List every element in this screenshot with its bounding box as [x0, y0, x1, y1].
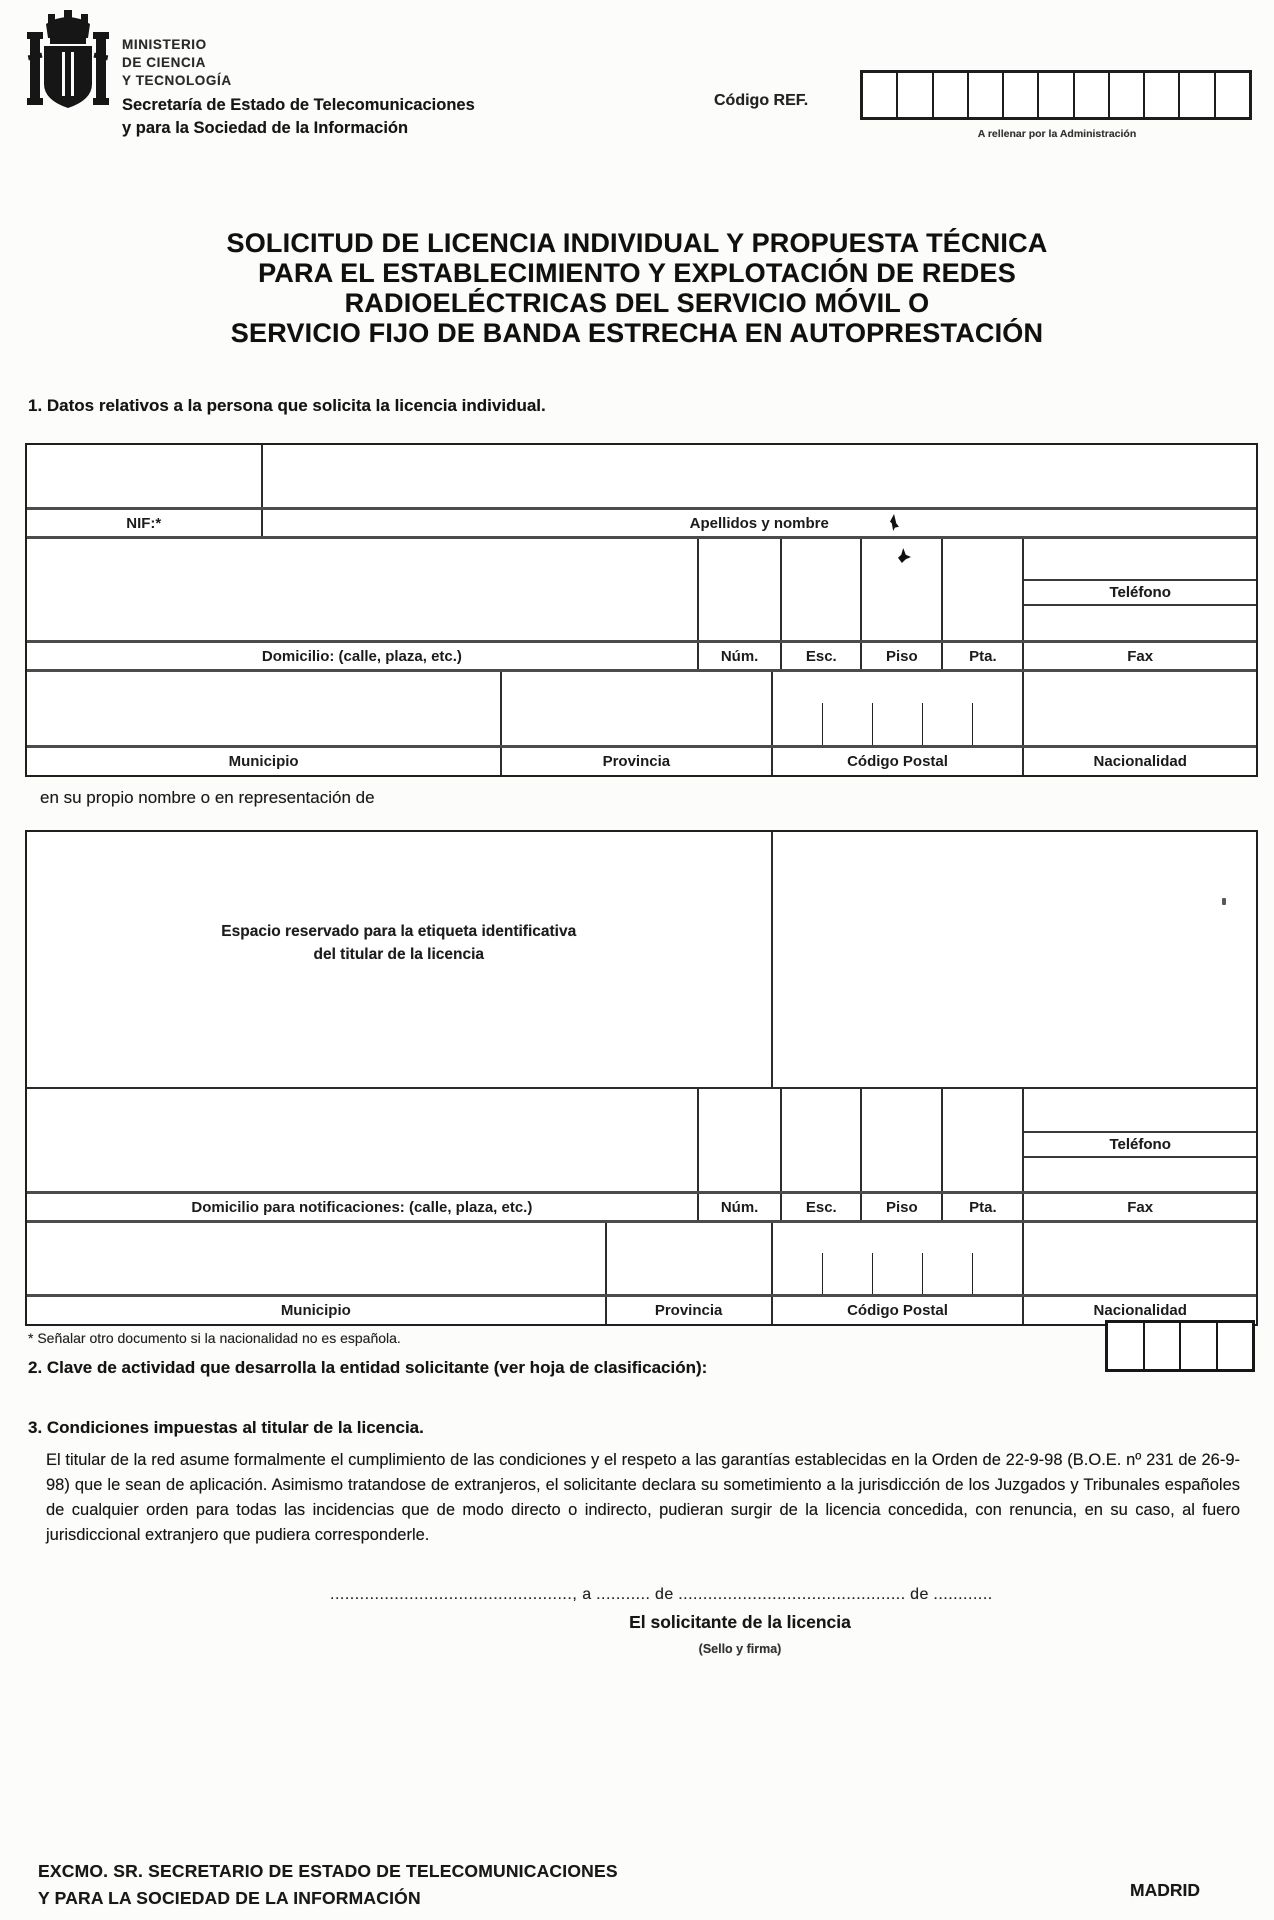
date-month-dots[interactable]: .............................................. — [678, 1586, 906, 1603]
form-title — [60, 228, 1214, 348]
date-de-word-2: de — [910, 1586, 929, 1603]
date-day-dots[interactable]: ........... — [596, 1586, 651, 1603]
nacionalidad-label: Nacionalidad — [1022, 748, 1256, 775]
codigo-ref-cell[interactable] — [863, 73, 898, 117]
notif-domicilio-input[interactable] — [27, 1089, 697, 1191]
applicant-table — [25, 443, 1258, 777]
signer-title: El solicitante de la licencia — [629, 1612, 851, 1632]
notif-esc-input[interactable] — [780, 1089, 860, 1191]
notification-city-row — [27, 1220, 1256, 1294]
etiqueta-area[interactable] — [27, 832, 771, 1087]
form-title-line-3: RADIOELÉCTRICAS DEL SERVICIO MÓVIL O — [344, 288, 930, 318]
provincia-label: Provincia — [500, 748, 770, 775]
applicant-city-row — [27, 669, 1256, 745]
notif-fax-label: Fax — [1022, 1194, 1256, 1220]
codigo-ref-cell[interactable] — [1110, 73, 1145, 117]
fax-input[interactable] — [1024, 606, 1256, 640]
ministry-line-2: DE CIENCIA — [122, 55, 207, 70]
form-title-line-1: SOLICITUD DE LICENCIA INDIVIDUAL Y PROPUESTA TÉCNICA — [226, 228, 1048, 258]
codigo-ref-cell[interactable] — [969, 73, 1004, 117]
nationality-footnote: * Señalar otro documento si la nacionalidad no es española. — [28, 1330, 401, 1346]
esc-label: Esc. — [780, 643, 860, 669]
codigo-ref-cell[interactable] — [1039, 73, 1074, 117]
fax-label: Fax — [1022, 643, 1256, 669]
clave-actividad-cell[interactable] — [1181, 1323, 1218, 1369]
codigo-ref-cell[interactable] — [898, 73, 933, 117]
notif-municipio-input[interactable] — [27, 1223, 605, 1294]
date-place-dots[interactable]: ................................................. — [330, 1586, 573, 1603]
etiqueta-text-line-1: Espacio reservado para la etiqueta identificativa — [221, 923, 577, 940]
section-2-heading: 2. Clave de actividad que desarrolla la entidad solicitante (ver hoja de clasificación): — [28, 1358, 708, 1377]
municipio-label: Municipio — [228, 753, 299, 770]
notification-address-label-row — [27, 1191, 1256, 1220]
apellidos-label: Apellidos y nombre — [261, 510, 1256, 536]
date-year-dots[interactable]: ............ — [933, 1586, 993, 1603]
date-de-word-1: de — [654, 1586, 674, 1603]
seal-and-signature-note: (Sello y firma) — [698, 1642, 782, 1656]
notif-telefono-label: Teléfono — [1024, 1131, 1256, 1158]
notif-pta-input[interactable] — [941, 1089, 1022, 1191]
codigo-postal-digit-ticks — [773, 703, 1023, 745]
codigo-postal-input[interactable] — [771, 672, 1023, 745]
codigo-ref-cell[interactable] — [1216, 73, 1249, 117]
applicant-city-label-row — [27, 745, 1256, 775]
domicilio-input[interactable] — [27, 539, 697, 640]
secretariat-line-2: y para la Sociedad de la Información — [122, 119, 409, 137]
form-title-line-4: SERVICIO FIJO DE BANDA ESTRECHA EN AUTOPRESTACIÓN — [230, 318, 1044, 348]
applicant-address-label-row — [27, 640, 1256, 669]
notif-provincia-label: Provincia — [605, 1297, 771, 1324]
addressee-line-2: Y PARA LA SOCIEDAD DE LA INFORMACIÓN — [38, 1888, 421, 1908]
clave-actividad-cell[interactable] — [1218, 1323, 1253, 1369]
codigo-ref-caption: A rellenar por la Administración — [977, 128, 1137, 140]
notif-domicilio-label: Domicilio para notificaciones: (calle, plaza, etc.) — [191, 1198, 533, 1216]
codigo-ref-grid — [860, 70, 1252, 120]
notif-num-input[interactable] — [697, 1089, 781, 1191]
etiqueta-text — [27, 920, 771, 966]
secretariat-line-1: Secretaría de Estado de Telecomunicaciones — [122, 96, 475, 114]
notif-num-label: Núm. — [697, 1194, 781, 1220]
etiqueta-side-cell[interactable] — [771, 832, 1256, 1087]
applicant-name-row — [27, 445, 1256, 507]
clave-actividad-grid — [1105, 1320, 1255, 1372]
telefono-label: Teléfono — [1024, 579, 1256, 606]
provincia-input[interactable] — [500, 672, 770, 745]
num-input[interactable] — [697, 539, 781, 640]
section-1-heading: 1. Datos relativos a la persona que solicita la licencia individual. — [28, 396, 546, 415]
piso-label: Piso — [860, 643, 941, 669]
codigo-ref-label: Código REF. — [714, 92, 809, 109]
notif-esc-label: Esc. — [780, 1194, 860, 1220]
num-label: Núm. — [697, 643, 781, 669]
ministry-line-1: MINISTERIO — [122, 37, 207, 52]
apellidos-nombre-input[interactable] — [261, 445, 1256, 507]
pta-label: Pta. — [941, 643, 1022, 669]
notif-telefono-fax-cell — [1022, 1089, 1256, 1191]
esc-input[interactable] — [780, 539, 860, 640]
telefono-fax-cell — [1022, 539, 1256, 640]
etiqueta-row — [27, 832, 1256, 1087]
clave-actividad-cell[interactable] — [1108, 1323, 1145, 1369]
codigo-ref-cell[interactable] — [1075, 73, 1110, 117]
notification-address-row — [27, 1087, 1256, 1191]
notif-piso-input[interactable] — [860, 1089, 941, 1191]
ministry-name — [122, 36, 232, 90]
section-3-heading: 3. Condiciones impuestas al titular de la licencia. — [28, 1418, 424, 1437]
nif-label: NIF:* — [126, 514, 162, 532]
addressee-block — [38, 1858, 618, 1912]
spain-coat-of-arms-icon — [26, 8, 110, 116]
conditions-paragraph: El titular de la red asume formalmente el cumplimiento de las condiciones y el respeto a las garantías establecidas en la Orden de 22-9-98 (B.O.E. nº 231 de 26-9-98) que le sean de aplicación. Asimismo tratandose de extranjeros, el solicitante declara su sometimiento a la jurisdicción de los Juzgados y Tribunales españoles de cualquier orden para todas las incidencias que de modo directo o indirecto, pudieran surgir de la licencia concedida, con renuncia, en su caso, al fuero jurisdiccional extranjero que pudiera corresponderle. — [46, 1451, 1240, 1544]
municipio-input[interactable] — [27, 672, 500, 745]
date-line — [330, 1586, 1210, 1604]
applicant-name-label-row — [27, 507, 1256, 536]
codigo-ref-cell[interactable] — [1180, 73, 1215, 117]
notif-provincia-input[interactable] — [605, 1223, 771, 1294]
notif-municipio-label: Municipio — [280, 1302, 351, 1319]
codigo-postal-label: Código Postal — [771, 748, 1023, 775]
notif-fax-input[interactable] — [1024, 1158, 1256, 1191]
piso-input[interactable] — [860, 539, 941, 640]
notif-codigo-postal-digit-ticks — [773, 1253, 1023, 1294]
codigo-ref-cell[interactable] — [1145, 73, 1180, 117]
notif-codigo-postal-label: Código Postal — [771, 1297, 1023, 1324]
notification-city-label-row — [27, 1294, 1256, 1324]
etiqueta-text-line-2: del titular de la licencia — [313, 946, 485, 963]
ministry-line-3: Y TECNOLOGÍA — [122, 73, 232, 88]
representation-line: en su propio nombre o en representación de — [40, 788, 375, 807]
ink-mark — [1222, 898, 1226, 905]
notif-pta-label: Pta. — [941, 1194, 1022, 1220]
notif-piso-label: Piso — [860, 1194, 941, 1220]
pta-input[interactable] — [941, 539, 1022, 640]
codigo-ref-cell[interactable] — [1004, 73, 1039, 117]
addressee-city: MADRID — [1130, 1880, 1200, 1900]
date-a-word: , a — [572, 1586, 592, 1603]
nacionalidad-input[interactable] — [1022, 672, 1256, 745]
secretariat-name — [122, 94, 475, 140]
telefono-input[interactable] — [1024, 539, 1256, 579]
form-title-line-2: PARA EL ESTABLECIMIENTO Y EXPLOTACIÓN DE REDES — [258, 258, 1016, 288]
nif-input[interactable] — [27, 445, 261, 507]
addressee-line-1: EXCMO. SR. SECRETARIO DE ESTADO DE TELECOMUNICACIONES — [38, 1861, 618, 1881]
codigo-ref-cell[interactable] — [934, 73, 969, 117]
domicilio-label: Domicilio: (calle, plaza, etc.) — [261, 647, 462, 665]
clave-actividad-cell[interactable] — [1145, 1323, 1182, 1369]
notif-nacionalidad-input[interactable] — [1022, 1223, 1256, 1294]
applicant-address-row — [27, 536, 1256, 640]
notif-nacionalidad-label: Nacionalidad — [1022, 1297, 1256, 1324]
notification-table — [25, 830, 1258, 1326]
notif-telefono-input[interactable] — [1024, 1089, 1256, 1131]
notif-codigo-postal-input[interactable] — [771, 1223, 1023, 1294]
